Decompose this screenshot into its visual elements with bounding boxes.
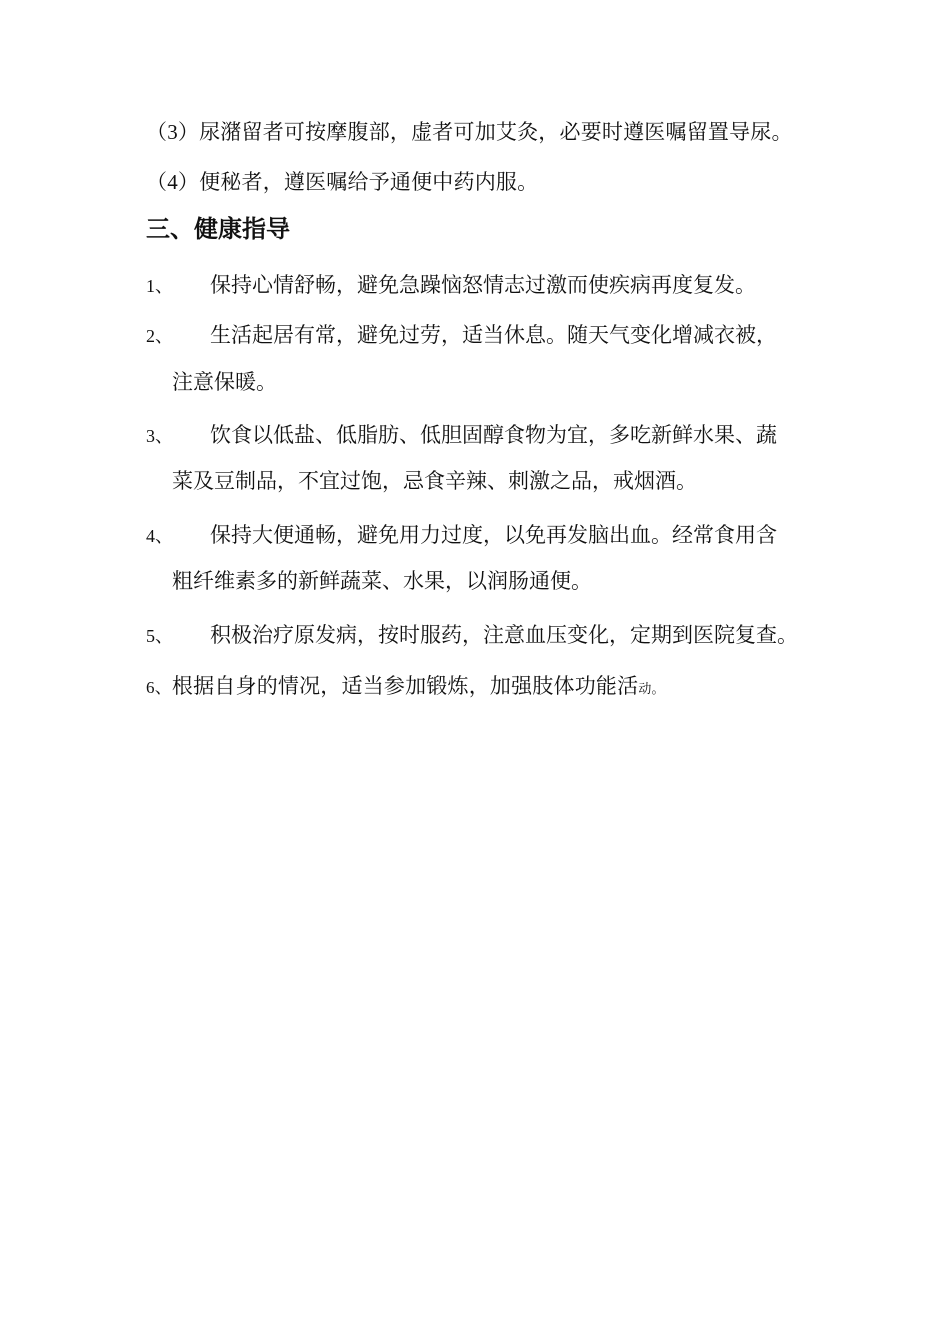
item-text-continued: 粗纤维素多的新鲜蔬菜、水果，以润肠通便。 [172,569,592,593]
item-number: 3、 [146,426,173,446]
item-text: 积极治疗原发病，按时服药，注意血压变化，定期到医院复查。 [210,623,798,647]
paragraph-text: 尿潴留者可按摩腹部，虚者可加艾灸，必要时遵医嘱留置导尿。 [199,120,793,144]
item-number: 5、 [146,626,173,646]
section-heading: 三、健康指导 [146,215,290,243]
item-text-tail: 动。 [638,682,665,697]
item-number: 1、 [146,276,173,296]
paragraph-4 [146,167,538,197]
paragraph-text: 便秘者，遵医嘱给予通便中药内服。 [199,170,539,194]
item-text: 保持大便通畅，避免用力过度，以免再发脑出血。经常食用含 [210,523,777,547]
item-number: 4、 [146,526,173,546]
item-text: 生活起居有常，避免过劳，适当休息。随天气变化增减衣被， [210,323,777,347]
item-text: 饮食以低盐、低脂肪、低胆固醇食物为宜，多吃新鲜水果、蔬 [210,423,777,447]
paragraph-3 [146,117,793,147]
item-text: 根据自身的情况，适当参加锻炼，加强肢体功能活 [171,674,639,698]
item-text-continued: 注意保暖。 [172,370,277,394]
item-number: 2、 [146,326,173,346]
paragraph-number: （4） [146,170,200,194]
item-number: 6、 [146,678,172,697]
paragraph-number: （3） [146,120,200,144]
item-text: 保持心情舒畅，避免急躁恼怒情志过激而使疾病再度复发。 [210,273,756,297]
item-text-continued: 菜及豆制品，不宜过饱，忌食辛辣、刺激之品，戒烟酒。 [172,469,697,493]
list-item [146,671,665,705]
